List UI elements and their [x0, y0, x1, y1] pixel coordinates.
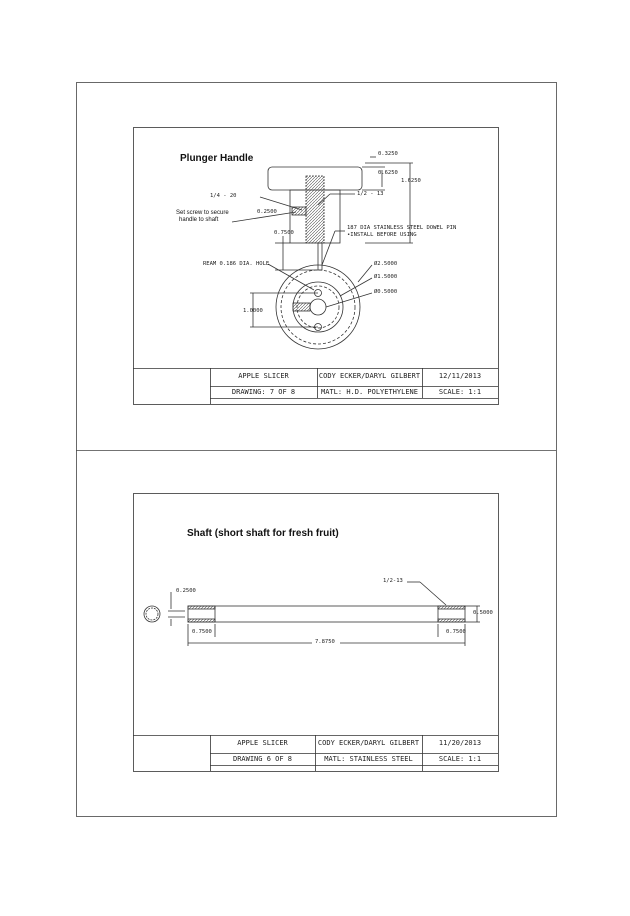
tb-material: MATL: STAINLESS STEEL: [324, 755, 413, 763]
tb-material: MATL: H.D. POLYETHYLENE: [321, 388, 418, 396]
set-screw-note: Set screw to secure handle to shaft: [176, 210, 229, 223]
drawing-title: Shaft (short shaft for fresh fruit): [187, 528, 339, 539]
dimension-label: 1/2-13: [383, 578, 403, 584]
dimension-label: 1.0000: [243, 308, 263, 314]
dimension-label: 0.7500: [192, 629, 212, 635]
dimension-label: Ø2.5000: [374, 261, 398, 267]
ream-note: REAM 0.186 DIA. HOLE: [203, 261, 270, 267]
dimension-label: Ø0.5000: [374, 289, 398, 295]
dimension-label: 0.5000: [473, 610, 493, 616]
dimension-label: 0.3250: [378, 151, 398, 157]
pin-note: 187 DIA STAINLESS STEEL DOWEL PIN: [347, 225, 457, 231]
tb-date: 11/20/2013: [438, 739, 482, 747]
dimension-label: 0.2500: [176, 588, 196, 594]
tb-drawing: DRAWING: 7 OF 8: [231, 388, 296, 396]
dimension-label: Ø1.5000: [374, 274, 398, 280]
dimension-label: 0.7500: [446, 629, 466, 635]
tb-scale: SCALE: 1:1: [438, 755, 482, 763]
dimension-label: 0.7500: [274, 230, 294, 236]
pin-note: •INSTALL BEFORE USING: [347, 232, 417, 238]
tb-authors: CODY ECKER/DARYL GILBERT: [318, 372, 421, 380]
tb-scale: SCALE: 1:1: [438, 388, 482, 396]
drawing-title: Plunger Handle: [180, 153, 254, 164]
tb-project: APPLE SLICER: [238, 372, 289, 380]
dimension-label: 0.2500: [257, 209, 277, 215]
sheet-frame-top: [134, 128, 499, 405]
dimension-label: 0.6250: [378, 170, 398, 176]
dimension-label: 7.8750: [315, 639, 335, 645]
plunger-top-view: [250, 264, 372, 349]
dimension-label: 1.6250: [401, 178, 421, 184]
tb-authors: CODY ECKER/DARYL GILBERT: [317, 739, 420, 747]
dimension-label: 1/4 - 20: [210, 193, 237, 199]
tb-date: 12/11/2013: [438, 372, 482, 380]
dimension-label: 1/2 - 13: [357, 191, 384, 197]
tb-drawing: DRAWING 6 OF 8: [232, 755, 292, 763]
tb-project: APPLE SLICER: [237, 739, 288, 747]
